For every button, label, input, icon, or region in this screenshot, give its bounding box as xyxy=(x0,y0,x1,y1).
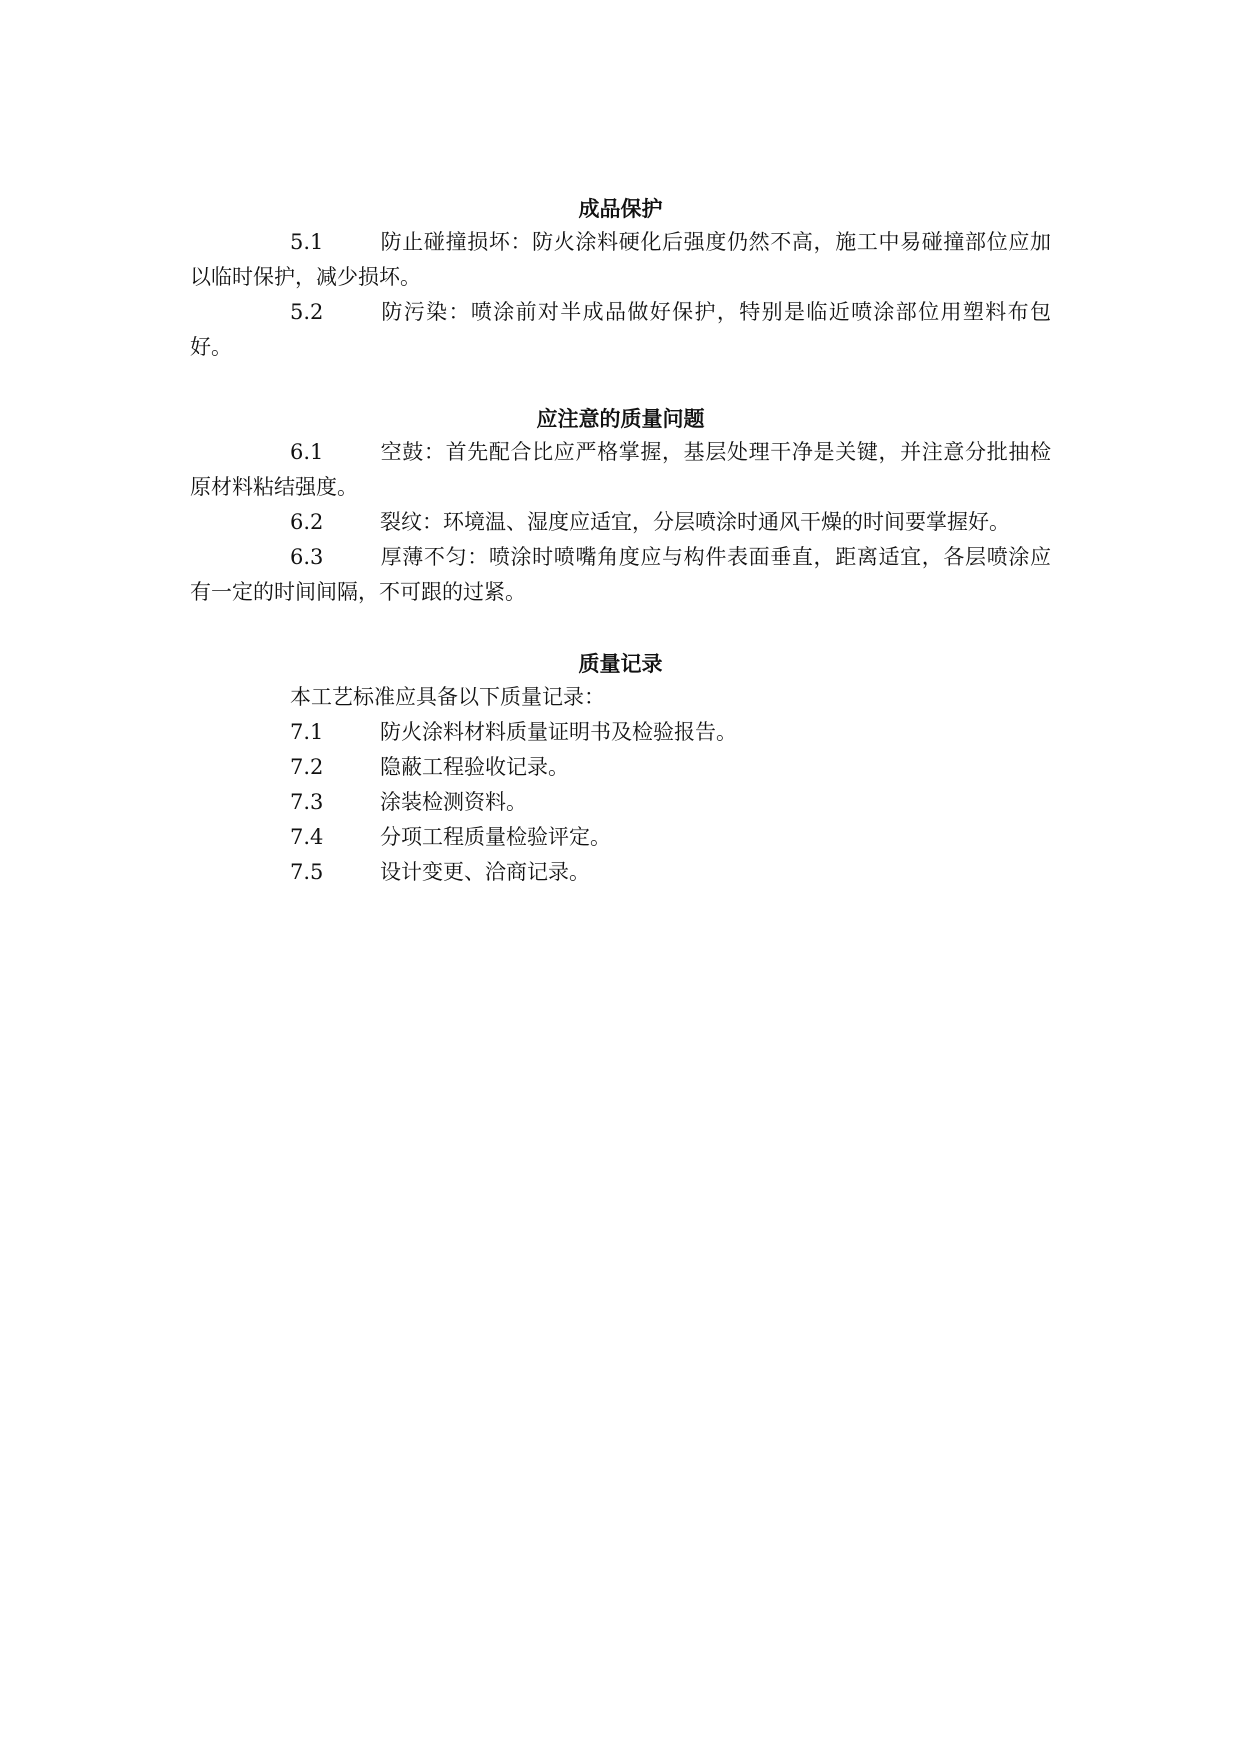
item-number: 7.3 xyxy=(290,790,324,814)
item-number: 7.1 xyxy=(290,720,324,744)
paragraph-item xyxy=(190,540,1051,610)
section-quality-records xyxy=(190,648,1051,890)
section-heading: 成品保护 xyxy=(578,197,663,221)
item-text: 空鼓：首先配合比应严格掌握，基层处理干净是关键，并注意分批抽检原材料粘结强度。 xyxy=(190,440,1051,499)
section-heading: 应注意的质量问题 xyxy=(536,407,705,431)
records-intro: 本工艺标准应具备以下质量记录： xyxy=(290,685,605,709)
item-text: 防火涂料材料质量证明书及检验报告。 xyxy=(380,720,737,744)
item-text: 裂纹：环境温、湿度应适宜，分层喷涂时通风干燥的时间要掌握好。 xyxy=(380,510,1010,534)
paragraph-item xyxy=(190,435,1051,505)
section-quality-issues xyxy=(190,403,1051,610)
item-text: 设计变更、洽商记录。 xyxy=(380,860,590,884)
item-number: 5.1 xyxy=(290,230,324,254)
list-item xyxy=(190,820,1051,855)
document-page xyxy=(190,193,1051,928)
list-item xyxy=(190,715,1051,750)
list-item xyxy=(190,750,1051,785)
list-item xyxy=(190,855,1051,890)
item-text: 分项工程质量检验评定。 xyxy=(380,825,611,849)
paragraph-item xyxy=(190,225,1051,295)
section-product-protection xyxy=(190,193,1051,365)
section-heading: 质量记录 xyxy=(578,652,663,676)
item-text: 防止碰撞损坏：防火涂料硬化后强度仍然不高，施工中易碰撞部位应加以临时保护，减少损坏。 xyxy=(190,230,1051,289)
item-number: 6.1 xyxy=(290,440,324,464)
item-number: 5.2 xyxy=(290,300,324,324)
list-item xyxy=(190,785,1051,820)
paragraph-item xyxy=(190,505,1051,540)
item-text: 涂装检测资料。 xyxy=(380,790,527,814)
item-number: 7.4 xyxy=(290,825,324,849)
item-number: 7.2 xyxy=(290,755,324,779)
item-number: 6.2 xyxy=(290,510,324,534)
item-text: 隐蔽工程验收记录。 xyxy=(380,755,569,779)
item-text: 厚薄不匀：喷涂时喷嘴角度应与构件表面垂直，距离适宜，各层喷涂应有一定的时间间隔，不可跟的过紧。 xyxy=(190,545,1051,604)
item-text: 防污染：喷涂前对半成品做好保护，特别是临近喷涂部位用塑料布包好。 xyxy=(190,300,1051,359)
item-number: 6.3 xyxy=(290,545,324,569)
item-number: 7.5 xyxy=(290,860,324,884)
paragraph-item xyxy=(190,295,1051,365)
